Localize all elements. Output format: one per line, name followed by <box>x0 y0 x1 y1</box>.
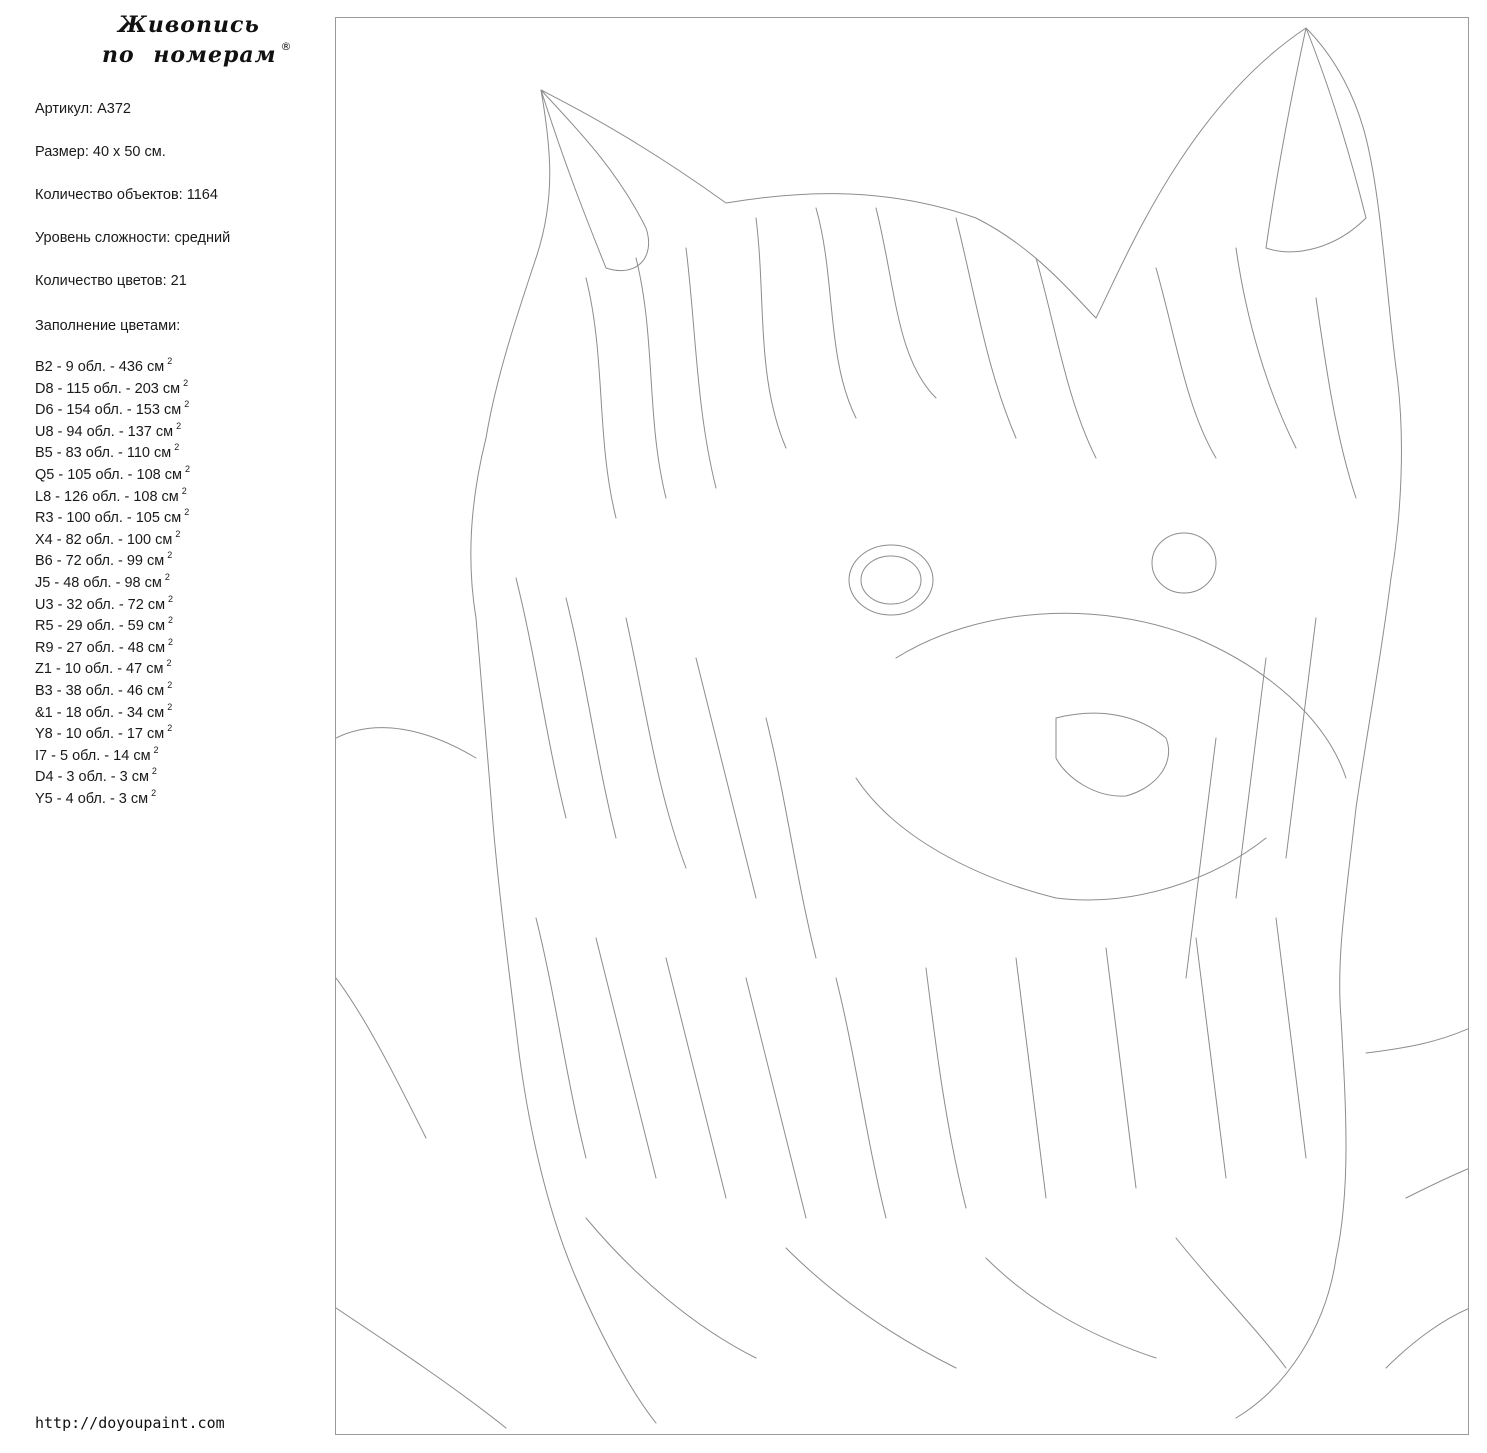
colors-count: Количество цветов: 21 <box>35 273 187 289</box>
brand-line-1: Живопись <box>118 12 260 38</box>
muzzle-bottom <box>856 778 1266 900</box>
color-row-text: D6 - 154 обл. - 153 см <box>35 402 182 419</box>
color-row-unit-sup: 2 <box>176 420 182 431</box>
info-sidebar <box>0 0 320 1453</box>
website-link[interactable]: http://doyoupaint.com <box>35 1414 225 1432</box>
color-row-text: L8 - 126 обл. - 108 см <box>35 488 179 505</box>
color-row-text: D4 - 3 обл. - 3 см <box>35 769 149 786</box>
color-row-unit-sup: 2 <box>168 615 174 626</box>
color-row-unit-sup: 2 <box>184 463 190 474</box>
dog-outline-drawing <box>336 18 1469 1435</box>
color-row-unit-sup: 2 <box>167 356 173 366</box>
color-row-text: R3 - 100 обл. - 105 см <box>35 510 182 527</box>
color-row-unit-sup: 2 <box>153 744 159 755</box>
color-row <box>35 465 190 487</box>
color-row-unit-sup: 2 <box>151 766 157 777</box>
color-row-unit-sup: 2 <box>168 636 174 647</box>
color-row-text: R5 - 29 обл. - 59 см <box>35 618 166 635</box>
color-row <box>35 703 190 725</box>
brand-line-2 <box>40 40 300 74</box>
nose <box>1056 713 1169 796</box>
color-row-unit-sup: 2 <box>181 485 187 496</box>
head-outline-left <box>471 90 656 1423</box>
color-row-text: B6 - 72 обл. - 99 см <box>35 553 165 570</box>
color-row <box>35 508 190 530</box>
color-row-text: B5 - 83 обл. - 110 см <box>35 445 172 462</box>
color-row <box>35 746 190 768</box>
color-row <box>35 638 190 660</box>
color-row <box>35 595 190 617</box>
color-row-unit-sup: 2 <box>164 571 170 582</box>
left-eye-inner <box>861 556 921 604</box>
color-row-unit-sup: 2 <box>167 550 173 561</box>
background-left-mid <box>336 978 426 1138</box>
color-row <box>35 443 190 465</box>
background-right-lower <box>1406 1168 1469 1198</box>
color-row <box>35 681 190 703</box>
color-row-text: R9 - 27 обл. - 48 см <box>35 639 166 656</box>
color-row <box>35 767 190 789</box>
color-row-text: U3 - 32 обл. - 72 см <box>35 596 166 613</box>
article-number: Артикул: A372 <box>35 101 131 117</box>
color-row <box>35 659 190 681</box>
color-row-text: &1 - 18 обл. - 34 см <box>35 704 165 721</box>
color-row <box>35 379 190 401</box>
background-left-bottom <box>336 1308 506 1428</box>
objects-count: Количество объектов: 1164 <box>35 187 218 203</box>
color-row-unit-sup: 2 <box>184 507 190 518</box>
color-row-text: X4 - 82 обл. - 100 см <box>35 531 173 548</box>
color-fill-list <box>35 357 190 810</box>
color-row-text: Q5 - 105 обл. - 108 см <box>35 466 182 483</box>
color-fill-title: Заполнение цветами: <box>35 318 181 334</box>
product-info <box>35 98 230 313</box>
color-row-unit-sup: 2 <box>168 593 174 604</box>
color-row <box>35 551 190 573</box>
registered-mark: ® <box>280 40 293 53</box>
color-row-unit-sup: 2 <box>184 399 190 410</box>
color-row-text: D8 - 115 обл. - 203 см <box>35 380 181 397</box>
color-row <box>35 724 190 746</box>
background-right-mid <box>1366 1028 1469 1053</box>
color-row-text: B3 - 38 обл. - 46 см <box>35 682 165 699</box>
color-row-unit-sup: 2 <box>151 787 157 798</box>
color-row-text: B2 - 9 обл. - 436 см <box>35 359 165 375</box>
color-row-text: Y8 - 10 обл. - 17 см <box>35 726 165 743</box>
color-row <box>35 422 190 444</box>
color-row-text: Y5 - 4 обл. - 3 см <box>35 790 149 807</box>
brand-line-2-text: по номерам <box>102 42 277 68</box>
left-ear <box>541 90 649 271</box>
color-row <box>35 573 190 595</box>
color-row <box>35 487 190 509</box>
color-row-unit-sup: 2 <box>175 528 181 539</box>
right-eye <box>1152 533 1216 593</box>
color-row-text: J5 - 48 обл. - 98 см <box>35 574 162 591</box>
color-row-unit-sup: 2 <box>183 377 189 388</box>
muzzle-top <box>896 613 1346 778</box>
color-row-unit-sup: 2 <box>167 701 173 712</box>
fur-strands-upper <box>586 208 1356 518</box>
head-outline-right <box>541 28 1401 1418</box>
paint-by-numbers-canvas <box>335 17 1469 1435</box>
fur-strands-lower <box>536 918 1306 1218</box>
brand-logo <box>40 10 300 74</box>
color-row-text: U8 - 94 обл. - 137 см <box>35 423 174 440</box>
fur-strands-bottom <box>586 1218 1286 1368</box>
background-left-top <box>336 728 476 758</box>
color-row-text: Z1 - 10 обл. - 47 см <box>35 661 164 678</box>
background-right-bottom <box>1386 1308 1469 1368</box>
color-row-unit-sup: 2 <box>166 658 172 669</box>
color-row <box>35 616 190 638</box>
color-row <box>35 357 190 379</box>
canvas-size: Размер: 40 x 50 см. <box>35 144 166 160</box>
color-row-unit-sup: 2 <box>174 442 180 453</box>
color-row-unit-sup: 2 <box>167 723 173 734</box>
difficulty-level: Уровень сложности: средний <box>35 230 231 246</box>
right-ear <box>1266 28 1366 252</box>
color-row-unit-sup: 2 <box>167 679 173 690</box>
color-row-text: I7 - 5 обл. - 14 см <box>35 747 151 764</box>
color-row <box>35 789 190 811</box>
color-row <box>35 400 190 422</box>
color-row <box>35 530 190 552</box>
